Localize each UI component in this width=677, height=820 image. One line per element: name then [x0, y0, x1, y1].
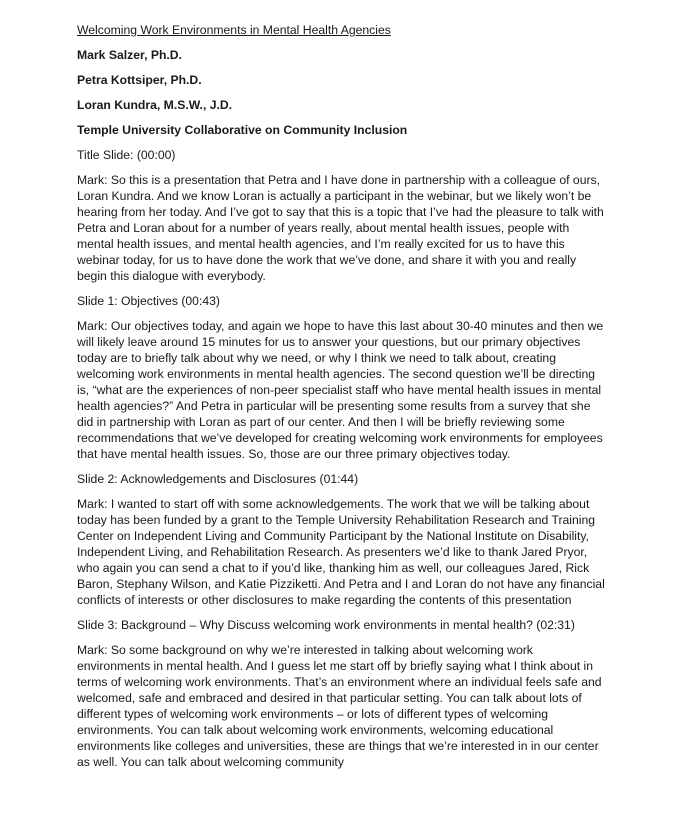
section-text-objectives: Mark: Our objectives today, and again we hope to have this last about 30-40 minutes and then we will likely leave around 15 minutes for us to answer your questions, but our primary objectives today are to briefly talk about why we need, or why I think we need to talk about, creating welcoming work environments in mental health agencies. The second question we’ll be directing is, “what are the experiences of non-peer specialist staff who have mental health issues in mental health agencies?” And Petra in particular will be presenting some results from a survey that she did in partnership with Loran as part of our center. And then I will be briefly reviewing some recommendations that we’ve developed for creating welcoming work environments for employees that have mental health issues. So, those are our three primary objectives today.	[77, 319, 604, 461]
document-page	[77, 22, 605, 779]
section-text-acknowledgements: Mark: I wanted to start off with some acknowledgements. The work that we will be talking about today has been funded by a grant to the Temple University Rehabilitation Research and Training Center on Independent Living and Community Participant by the National Institute on Disability, Independent Living, and Rehabilitation Research. As presenters we’d like to thank Jared Pryor, who again you can send a chat to if you’d like, thanking him as well, our colleagues Jared, Rick Baron, Stephany Wilson, and Katie Pizziketti. And Petra and I and Loran do not have any financial conflicts of interests or other disclosures to make regarding the contents of this presentation	[77, 497, 605, 607]
section-text-background: Mark: So some background on why we’re interested in talking about welcoming work environments in mental health. And I guess let me start off by briefly saying what I think about in terms of welcoming work environments. That’s an environment where an individual feels safe and welcomed, safe and embraced and desired in that particular setting. You can talk about lots of different types of welcoming work environments – or lots of different types of welcoming environments. You can talk about welcoming work environments, welcoming educational environments like colleges and universities, these are things that we’re interested in in our center as well. You can talk about welcoming community	[77, 643, 602, 769]
author-3: Loran Kundra, M.S.W., J.D.	[77, 98, 233, 112]
section-text-title-slide: Mark: So this is a presentation that Petra and I have done in partnership with a colleague of ours, Loran Kundra. And we know Loran is actually a participant in the webinar, but we likely won’t be hearing from her today. And I’ve got to say that this is a topic that I’ve had the pleasure to talk with Petra and Loran about for a number of years really, about mental health issues, people with mental health issues, and mental health agencies, and I’m really excited for us to have this webinar today, for us to have done the work that we’ve done, and share it with you and really begin this dialogue with everybody.	[77, 173, 604, 283]
section-heading-acknowledgements: Slide 2: Acknowledgements and Disclosures (01:44)	[77, 472, 359, 486]
author-1: Mark Salzer, Ph.D.	[77, 48, 182, 62]
section-heading-objectives: Slide 1: Objectives (00:43)	[77, 294, 220, 308]
affiliation: Temple University Collaborative on Community Inclusion	[77, 123, 408, 137]
author-2: Petra Kottsiper, Ph.D.	[77, 73, 202, 87]
section-heading-title-slide: Title Slide: (00:00)	[77, 148, 176, 162]
document-title: Welcoming Work Environments in Mental Health Agencies	[77, 23, 391, 37]
section-heading-background: Slide 3: Background – Why Discuss welcoming work environments in mental health? (02:31)	[77, 618, 575, 632]
